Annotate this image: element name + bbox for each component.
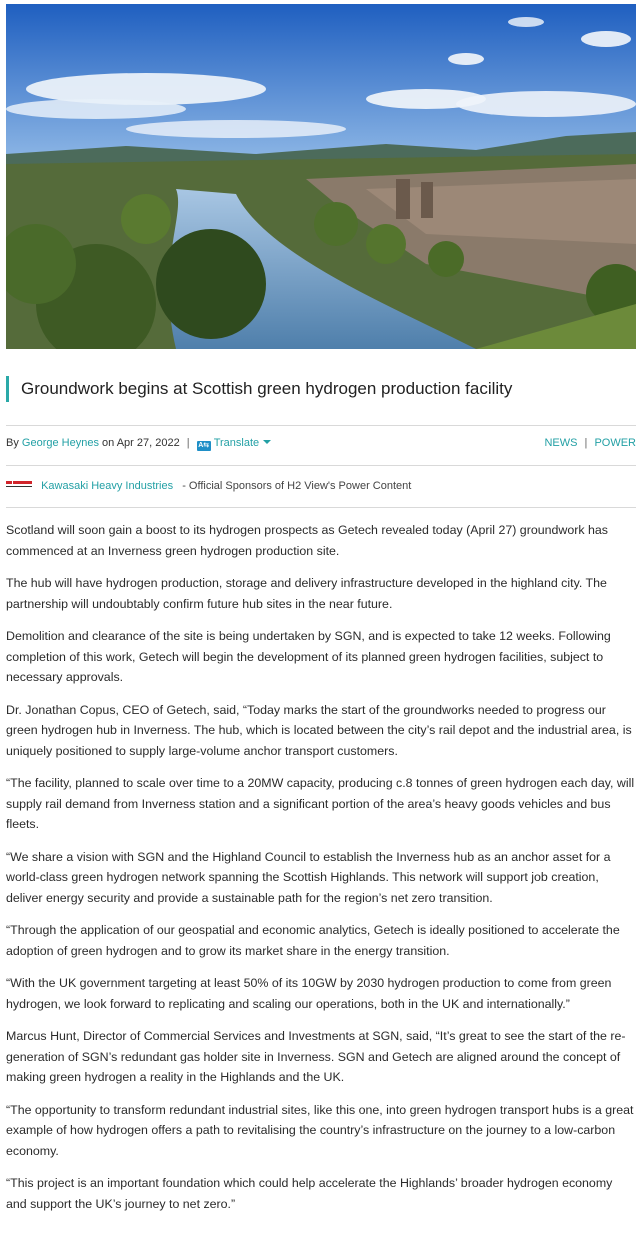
kawasaki-logo-icon <box>6 480 32 489</box>
divider <box>6 425 636 426</box>
paragraph: “The opportunity to transform redundant industrial sites, like this one, into green hydrogen transport hubs is a great example of how hydrogen offers a path to revitalising the country’s infrastructure on the journey to a low-carbon economy. <box>6 1102 634 1158</box>
paragraph: “This project is an important foundation which could help accelerate the Highlands’ broader hydrogen economy and support the UK’s journey to net zero.” <box>6 1176 613 1211</box>
translate-icon: A⇆ <box>198 442 210 449</box>
category-power-link[interactable]: POWER <box>594 437 636 449</box>
paragraph: The hub will have hydrogen production, storage and delivery infrastructure developed in the highland city. The partnership will undoubtably confirm future hub sites in the near future. <box>6 576 607 611</box>
paragraph: “With the UK government targeting at least 50% of its 10GW by 2030 hydrogen production to come from green hydrogen, we look forward to replicating and scaling our operations, both in the UK and internationally.” <box>6 976 612 1011</box>
sponsor-note: - Official Sponsors of H2 View's Power Content <box>182 480 412 492</box>
inverness-river-photo <box>6 4 636 349</box>
translate-label: Translate <box>213 437 260 449</box>
chevron-down-icon <box>263 440 271 444</box>
date-prefix: on <box>102 437 115 449</box>
paragraph: Dr. Jonathan Copus, CEO of Getech, said, “Today marks the start of the groundworks needed to progress our green hydrogen hub in Inverness. The hub, which is located between the city’s rail depot and the industrial area, is uniquely positioned to supply large-volume anchor transport customers. <box>6 702 632 758</box>
paragraph: “The facility, planned to scale over time to a 20MW capacity, producing c.8 tonnes of green hydrogen each day, will supply rail demand from Inverness station and a significant portion of the area’s heavy goods vehicles and bus fleets. <box>6 776 635 831</box>
article-body <box>6 520 636 1226</box>
paragraph: Marcus Hunt, Director of Commercial Services and Investments at SGN, said, “It’s great to see the start of the re-generation of SGN’s redundant gas holder site in Inverness. SGN and Getech are aligned around the concept of making green hydrogen a reality in the Highlands and the UK. <box>6 1029 626 1084</box>
paragraph: Scotland will soon gain a boost to its hydrogen prospects as Getech revealed today (April 27) groundwork has commenced at an Inverness green hydrogen production site. <box>6 523 608 558</box>
sponsor-link[interactable]: Kawasaki Heavy Industries <box>41 480 174 492</box>
translate-button[interactable] <box>197 437 271 449</box>
divider <box>6 507 636 508</box>
paragraph: “Through the application of our geospatial and economic analytics, Getech is ideally positioned to accelerate the adoption of green hydrogen and to grow its market share in the energy transition. <box>6 923 620 958</box>
by-label: By <box>6 437 19 449</box>
category-news-link[interactable]: NEWS <box>544 437 578 449</box>
hero-image <box>6 4 636 349</box>
author-link[interactable]: George Heynes <box>21 437 99 449</box>
divider <box>6 465 636 466</box>
article-meta <box>6 433 636 453</box>
publish-date: Apr 27, 2022 <box>116 437 180 449</box>
article-title: Groundwork begins at Scottish green hydrogen production facility <box>21 379 513 398</box>
meta-separator: | <box>186 437 190 449</box>
headline-accent-bar <box>6 376 636 402</box>
paragraph: Demolition and clearance of the site is being undertaken by SGN, and is expected to take 12 weeks. Following completion of this work, Getech will begin the development of its planned green hydrogen facilities, subject to necessary approvals. <box>6 629 611 684</box>
category-separator: | <box>584 437 588 449</box>
paragraph: “We share a vision with SGN and the Highland Council to establish the Inverness hub as an anchor asset for a world-class green hydrogen network spanning the Scottish Highlands. This network will support job creation, deliver energy security and provide a sustainable path for the region’s net zero transition. <box>6 849 611 905</box>
sponsor-line <box>6 476 636 496</box>
